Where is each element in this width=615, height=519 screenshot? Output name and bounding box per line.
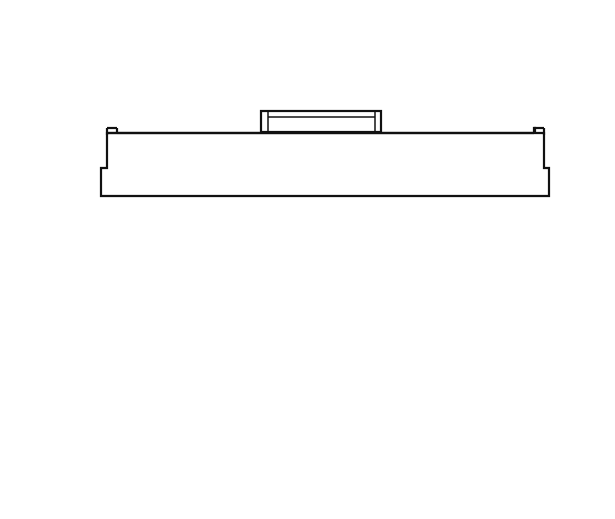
connector-key-tab <box>261 111 381 132</box>
connector-diagram <box>0 0 615 200</box>
connector-outline <box>101 128 549 196</box>
